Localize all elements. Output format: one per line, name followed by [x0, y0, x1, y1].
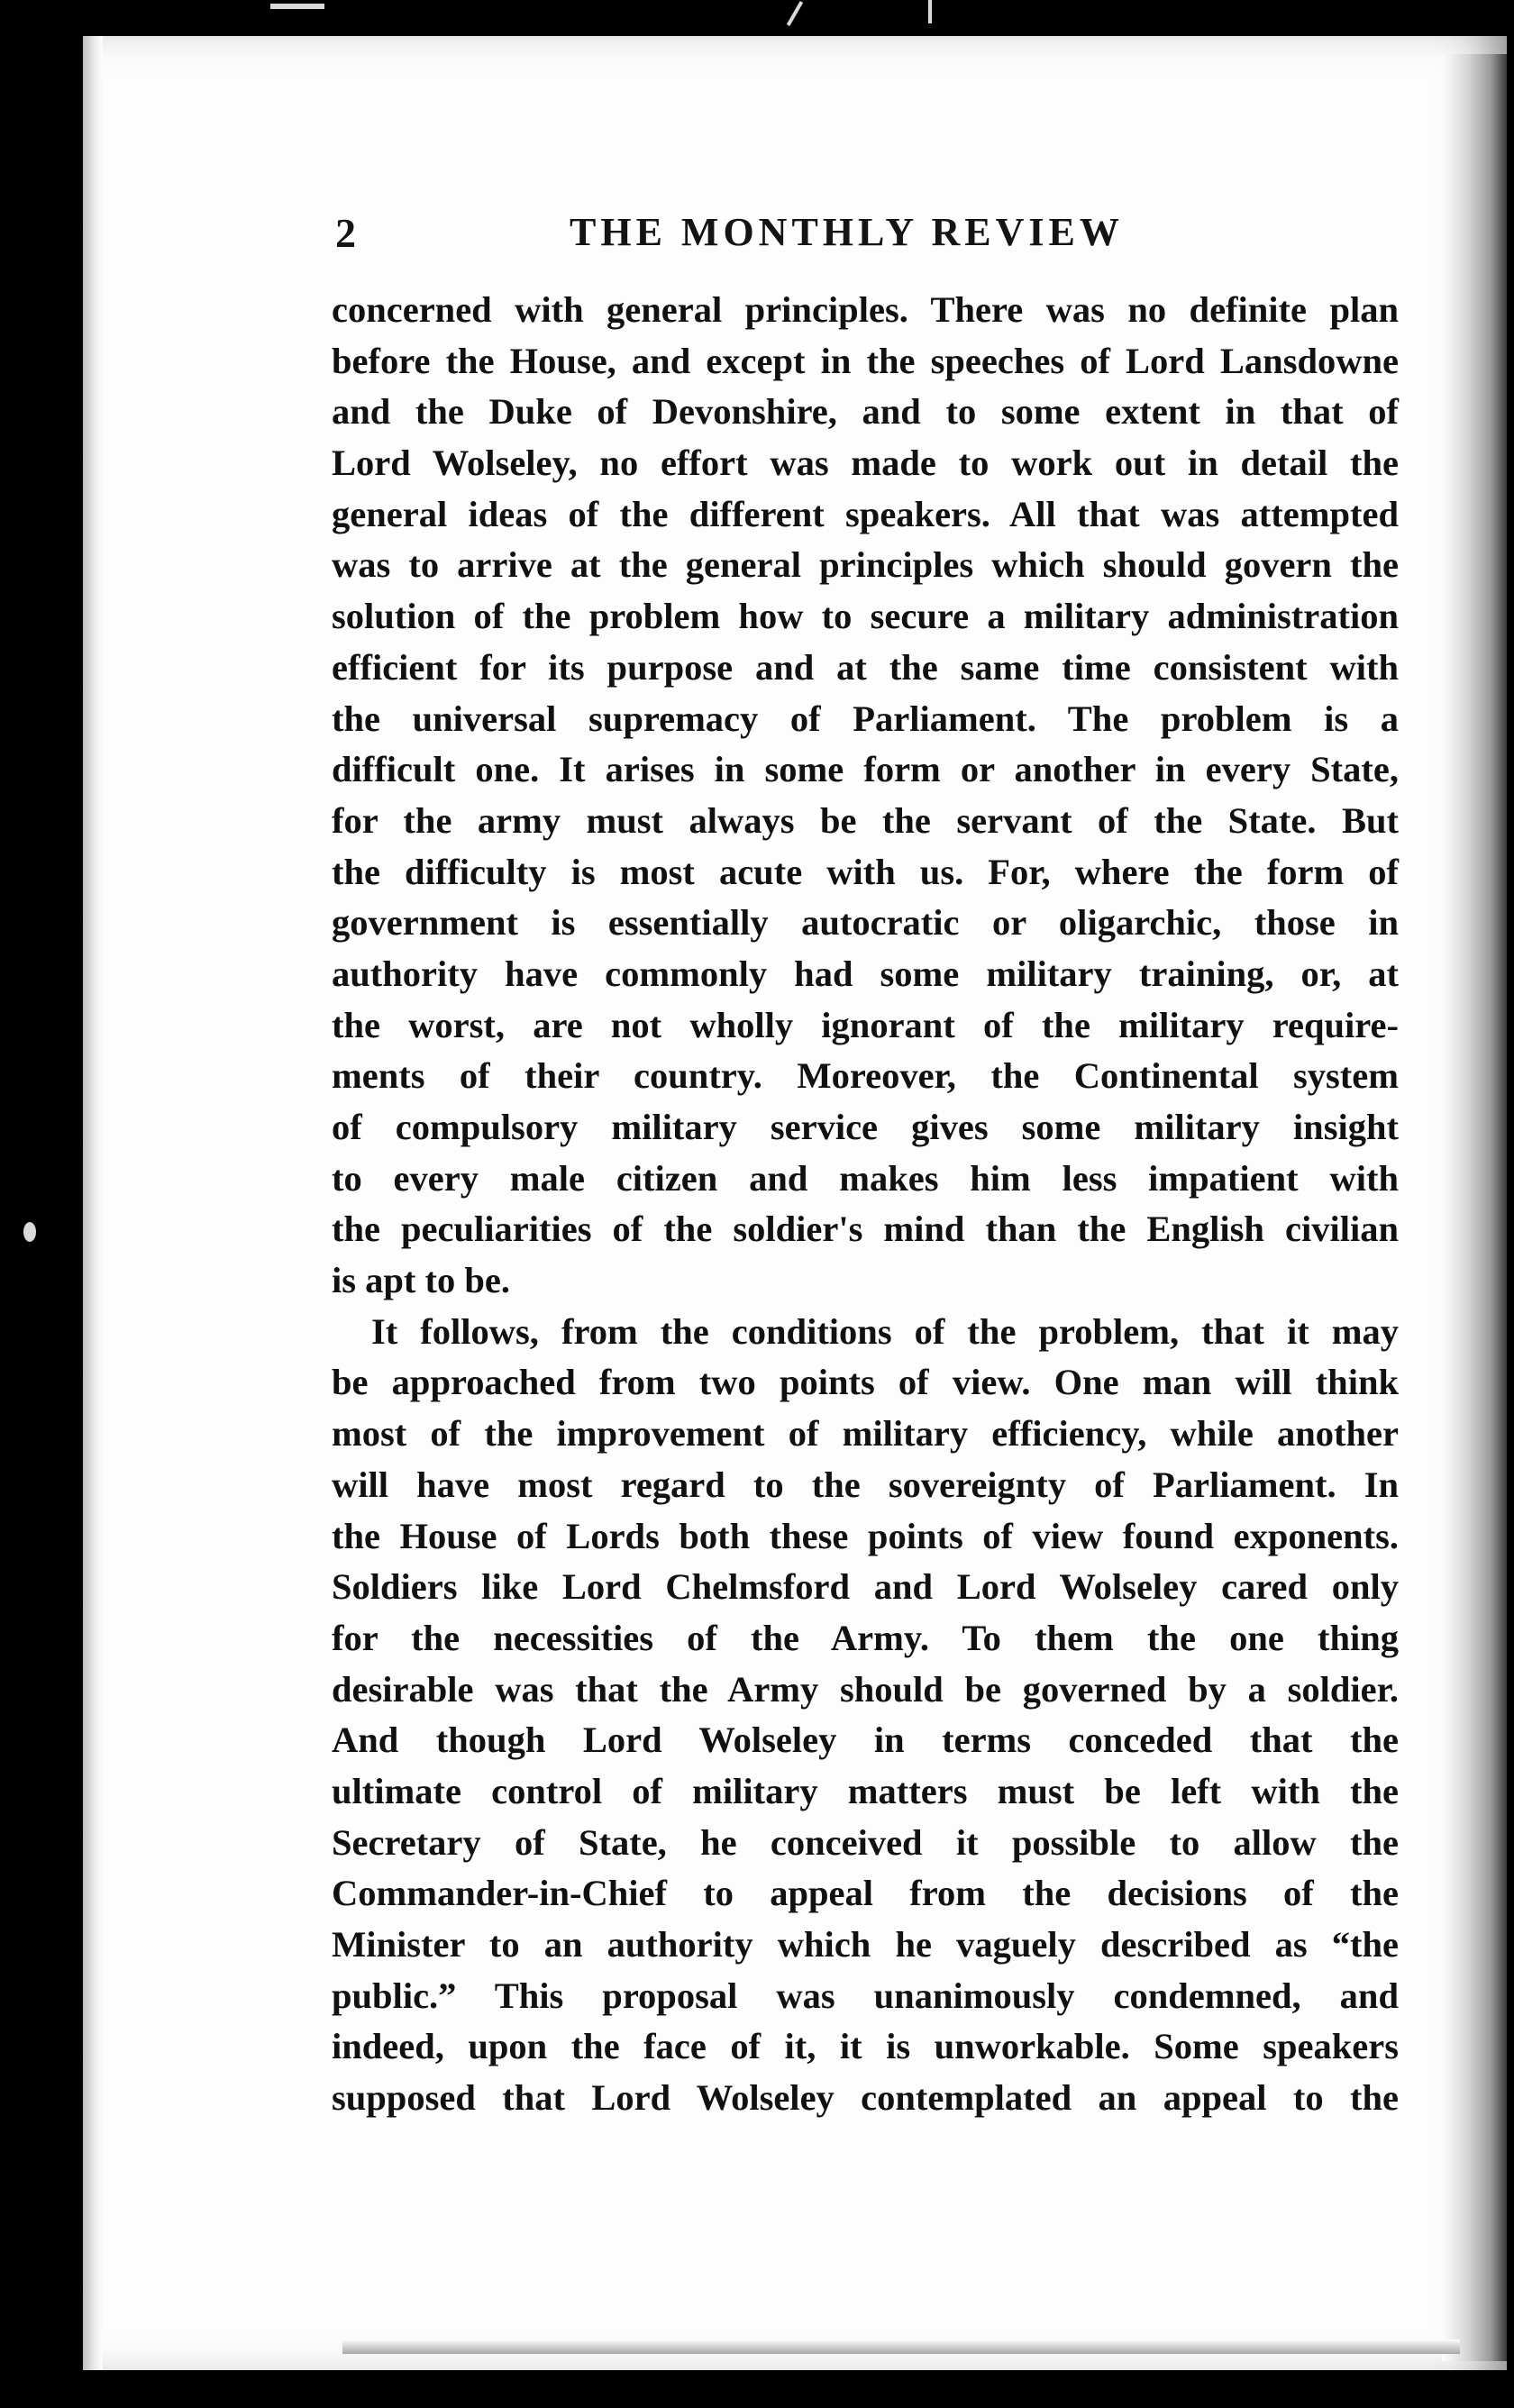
- text-line: authority have commonly had some military training, or, at: [332, 953, 1399, 994]
- text-line: Soldiers like Lord Chelmsford and Lord Wolseley cared only: [332, 1566, 1399, 1608]
- text-line: Minister to an authority which he vaguely described as “the: [332, 1924, 1399, 1965]
- text-line: Commander-in-Chief to appeal from the decisions of the: [332, 1873, 1399, 1914]
- text-line: solution of the problem how to secure a military administration: [332, 596, 1399, 637]
- paragraph: [332, 1307, 1399, 2124]
- text-line: was to arrive at the general principles which should govern the: [332, 544, 1399, 586]
- text-line: general ideas of the different speakers. All that was attempted: [332, 493, 1399, 534]
- page-gutter-shadow: [83, 36, 103, 2370]
- page-bottom-edge: [342, 2340, 1460, 2354]
- scan-speck: [787, 1, 803, 26]
- scan-speck: [23, 1222, 36, 1242]
- text-line: government is essentially autocratic or oligarchic, those in: [332, 902, 1399, 944]
- text-line: will have most regard to the sovereignty of Parliament. In: [332, 1464, 1399, 1505]
- text-line: for the army must always be the servant of the State. But: [332, 799, 1399, 841]
- body-text: [332, 285, 1399, 2124]
- text-line: and the Duke of Devonshire, and to some extent in that of: [332, 391, 1399, 433]
- text-line: concerned with general principles. There was no definite plan: [332, 289, 1399, 330]
- text-line: And though Lord Wolseley in terms conceded that the: [332, 1719, 1399, 1761]
- text-line: public.” This proposal was unanimously condemned, and: [332, 1975, 1399, 2016]
- text-line: difficult one. It arises in some form or another in every State,: [332, 749, 1399, 790]
- text-line: Secretary of State, he conceived it possible to allow the: [332, 1821, 1399, 1863]
- text-line: be approached from two points of view. One man will think: [332, 1362, 1399, 1403]
- text-line: the House of Lords both these points of view found exponents.: [332, 1515, 1399, 1556]
- scan-speck: [928, 0, 932, 23]
- running-title: THE MONTHLY REVIEW: [570, 210, 1124, 254]
- text-line: ultimate control of military matters must be left with the: [332, 1770, 1399, 1811]
- text-line: desirable was that the Army should be governed by a soldier.: [332, 1668, 1399, 1710]
- scan-speck: [270, 4, 324, 9]
- text-line: before the House, and except in the speeches of Lord Lansdowne: [332, 340, 1399, 381]
- text-line: supposed that Lord Wolseley contemplated an appeal to the: [332, 2077, 1399, 2119]
- text-line: the difficulty is most acute with us. For, where the form of: [332, 851, 1399, 892]
- text-line: efficient for its purpose and at the same time consistent with: [332, 646, 1399, 688]
- text-line: indeed, upon the face of it, it is unworkable. Some speakers: [332, 2026, 1399, 2067]
- text-line: most of the improvement of military efficiency, while another: [332, 1413, 1399, 1455]
- text-line: the peculiarities of the soldier's mind than the English civilian: [332, 1209, 1399, 1250]
- text-line: It follows, from the conditions of the problem, that it may: [371, 1310, 1399, 1352]
- paragraph: [332, 285, 1399, 1307]
- text-line: for the necessities of the Army. To them the one thing: [332, 1617, 1399, 1658]
- text-line: Lord Wolseley, no effort was made to work out in detail the: [332, 442, 1399, 484]
- text-line: is apt to be.: [332, 1260, 511, 1301]
- page-number: 2: [335, 210, 357, 256]
- text-line: of compulsory military service gives some military insight: [332, 1107, 1399, 1147]
- text-line: ments of their country. Moreover, the Continental system: [332, 1055, 1399, 1097]
- text-line: the worst, are not wholly ignorant of the military require-: [332, 1004, 1399, 1045]
- running-head: [335, 209, 1417, 272]
- page-edge-shadow: [1442, 54, 1507, 2361]
- text-line: to every male citizen and makes him less impatient with: [332, 1157, 1399, 1199]
- text-line: the universal supremacy of Parliament. The problem is a: [332, 698, 1399, 739]
